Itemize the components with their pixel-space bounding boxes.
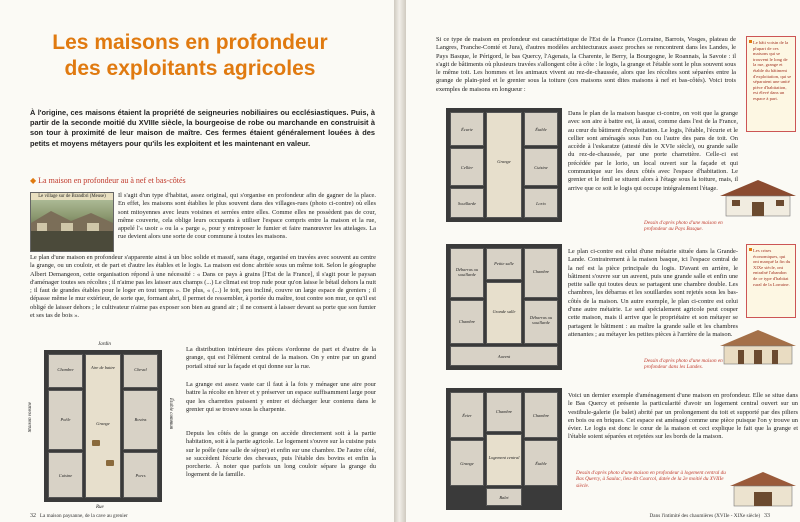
plan-room: Débarras ou souillarde [524,300,558,344]
running-title: Dans l'intimité des chaumières (XVIIe - XIXe siècle) [649,513,761,519]
paragraph-5: Depuis les côtés de la grange on accède directement soit à la partie habitation, soit à la partie agricole. Le logement s'ouvre sur la cuisine puis sur le poêle (une salle de séjour) et enfin sur une chambre. De l'autre côté, se succèdent l'écurie des chevaux, puis l'étable des bovins et enfin la porcherie. À noter que parfois un long couloir sépare la grange du logement de la famille. [186,430,376,479]
side-note-text: Le bâti voisin de la plupart de ces maisons qui se trouvent le long de la rue, grange et étable du bâtiment d'exploitation, qui se séparaient une unité pièce d'habitation, est élevé dans un espace à part. [753,40,792,101]
caption-1: Dessin d'après photo d'une maison en profondeur au Pays Basque. [644,220,723,233]
plan-room: Chambre [48,354,83,388]
house-plan-lorraine [30,342,180,517]
plan-room: Grange [450,440,484,486]
plan-room: Bovins [123,390,158,450]
plan-room: Balet [486,488,522,506]
basque-house-drawing [718,176,798,218]
plan-room: Aire de battre Grange [85,354,121,498]
page-number: 33 [764,513,770,519]
page-number: 32 [30,513,36,519]
plan-room: Cuisine [48,452,83,498]
page-title [40,30,340,82]
note-bullet-icon [749,40,752,43]
plan-room: Petite salle [486,248,522,280]
cart-icon [106,460,114,466]
title-line-1: Les maisons en profondeur [52,31,328,54]
plan-room: Cheval [123,354,158,388]
plan-outline [44,350,162,502]
side-note-text: Les crises économiques, qui ont marqué la fin du XIXe siècle, ont entraîné l'abandon de ce type d'habitat rural de la Lorraine. [753,248,791,287]
plan-label-bottom: Rue [96,505,104,510]
plan-room: Grange [486,112,522,218]
plan-room: Logement central [486,434,522,486]
plan-room: Chambre [524,392,558,438]
caption-2: Dessin d'après photo d'une maison en profondeur dans les Landes. [644,358,723,371]
paragraph-4: La grange est assez vaste car il faut à la fois y ménager une aire pour battre la récolte en hiver et y préserver un espace suffisamment large pour que les charrettes puissent y entrer et décharger leur contenu dans le grenier qui se trouve sous la charpente. [186,381,376,413]
plan-room: Chambre [524,248,558,298]
right-footer [650,513,770,519]
quercy-house-drawing [728,468,798,508]
plan-label-top: Jardin [98,342,111,347]
caption-3: Dessin d'après photo d'une maison en profondeur à logement central du Bas Quercy, à Saulac, lieu-dit Courcol, datée de la 2e moitié du XVIIIe siècle. [576,470,726,489]
plan-room: Auvent [450,346,558,366]
paragraph-1: Si ce type de maison en profondeur est caractéristique de l'Est de la France (Lorraine, Barrois, Vosges, plateau de Langres, Franche-Comté et Jura), d'autres modèles architecturaux assez proches se rencontrent dans les Landes, le Pays Basque, le Périgord, le bas Quercy, l'Agenais, la Charente, le Berry, la Bourgogne, le Roannais, la Savoie : il s'agit de bâtiments où plusieurs travées s'allongent côte à côte : le logis, la grange et l'étable sont le plus souvent sous le même toit. Les hommes et les animaux vivent au rez-de-chaussée, alors que les récoltes sont séparées entre la grange de plain-pied et le grenier sous la toiture (ces maisons sont dites maisons à nef et bas-côtés). Voici trois exemples de maisons en longueur : [436,36,736,93]
plan-room: Chambre [486,392,522,432]
plan-room: Étable [524,440,558,486]
plan-label-right: Étable commun [168,398,173,430]
left-footer [30,513,128,519]
paragraph-3: La distribution intérieure des pièces s'ordonne de part et d'autre de la grange, qui est l'élément central de la maison. On y entre par un grand portail situé sur la façade et qui donne sur la rue. [186,346,376,370]
plan-label-left: Maison voisine [28,402,33,433]
plan-room: Évier [450,392,484,438]
note-bullet-icon [749,248,752,251]
book-gutter [394,0,406,522]
paragraph-4: Voici un dernier exemple d'aménagement d'une maison en profondeur. Elle se situe dans le Bas Quercy et présente la particularité d'avoir un logement central ouvert sur un vestibule-galerie (le balet) abrité par un prolongement du toit et supporté par des piliers en bois ou en briques. Cet espace est aménagé comme une pièce puisque l'on y trouve un évier. Le logis est donc le cœur de la maison et ceci explique le fait que la grange et l'étable soient séparées et rejetées sur les bords de la maison. [568,392,798,441]
running-title: La maison paysanne, de la cave au grenier [39,513,128,519]
paragraph-2: Dans le plan de la maison basque ci-contre, on voit que la grange avec son aire à battre est, là aussi, comme dans l'est de la France, au cœur du bâtiment d'exploitation. Le logis, l'étable, l'écurie et le cellier sont aménagés sous l'un ou l'autre des pans de toit. On accède à l'eskaratze (attesté dès le XVIe siècle), ou grande salle du rez-de-chaussée, par une porte charretière. Celle-ci est précédée par le lorio, un local ouvert sur la façade et qui communique sur les deux côtés avec l'espace d'habitation. Le grenier et le fenil se situent alors à l'étage sous la toiture, mais, il arrive que ce soit le logis qui occupe intégralement l'étage. [568,110,738,192]
village-photo [30,192,114,252]
plan-room: Cuisine [524,148,558,186]
side-note-1 [746,36,796,132]
village-illustration [31,193,113,251]
title-line-2: des exploitants agricoles [64,57,316,80]
right-page [406,0,800,522]
plan-room: Poêle [48,390,83,450]
cart-icon [92,440,100,446]
bullet-icon: ◆ [30,176,39,185]
plan-room: Souillarde [450,188,484,218]
plan-room: Chambre [450,300,484,344]
intro-paragraph: À l'origine, ces maisons étaient la propriété de seigneuries nobiliaires ou ecclésiastiques. Puis, à partir de la seconde moitié du XVIIIe siècle, la bourgeoise de robe ou marchande en construisit à son tour à proximité de leur maison de maître. Ces fermes étaient généralement louées à des petits et moyens métayers pour qu'ils les exploitent et les maintenant en valeur. [30,108,375,148]
plan-room: Débarras ou souillarde [450,248,484,298]
plan-room: Lorio [524,188,558,218]
house-plan-basque [446,108,562,222]
plan-room: Grande salle [486,282,522,344]
paragraph-3: Le plan ci-contre est celui d'une métairie située dans la Grande-Lande. Contrairement à la maison basque, ici l'espace central de la nef est la pièce principale du logis. D'avant en arrière, le bâtiment s'ouvre sur un auvent, puis une grande salle et enfin une petite salle qui toutes deux se partagent une chambre double. Les chambres, les débarras et les souillardes sont rejetés sous les bas-côtés de la maison. Un autre exemple, le plan ci-contre est celui d'une autre métairie. Le seul spécialement agricole peut couper cette maison, mais il arrive que le propriétaire et son métayer se partagent le bâtiment : au maître la grande salle et les chambres attenantes ; au métayer les petites pièces à l'arrière de la maison. [568,248,738,338]
left-page [0,0,394,522]
photo-caption: Le village sur de Brandbri (Meuse) [31,193,113,200]
side-note-2 [746,244,796,318]
plan-room: Porcs [123,452,158,498]
section-heading [30,176,375,185]
plan-room: Cellier [450,148,484,186]
house-plan-quercy [446,388,562,510]
paragraph-1: Il s'agit d'un type d'habitat, assez original, qui s'organise en profondeur afin de gagner de la place. En effet, les maisons sont établies le plus souvent dans des villages-rues (photo ci-contre) où elles sont mitoyennes avec leurs voisines et serrées entre elles. Comme elles ne possèdent pas de cour, même couverte, cela oblige leurs occupants à utiliser l'espace compris entre la maison et la rue, appelé l'« usoir » ou la « parge », pour y entreposer le fumier et faire manœuvrer les attelages. La rue devient alors une sorte de cour commune à toutes les maisons. [118,192,376,241]
paragraph-2: Le plan d'une maison en profondeur s'apparente ainsi à un bloc solide et massif, sans étage, organisé en travées avec souvent au centre la grange, ou un couloir, et de part et d'autre les étables et le logis. La maison est donc abritée sous un même toit. Selon le géographe Albert Demangeon, cette organisation répond à une nécessité : « Dans ce pays à grains [l'Est de la France], il s'agit pour le paysan d'aménager toutes ses récoltes ; il n'aime pas les laisser aux champs (...) Le climat est trop rude pour qu'on laisse le bétail dehors la nuit ; il faut de grandes étables pour le loger en tout temps ». De plus, « (...) le toit, peu incliné, couvre un large espace de greniers ; il dépasse même le mur extérieur, de sorte que, formant abri, il permet de ressembler, à portée du maître, tout contre son mur, ce qu'il est obligé de laisser dehors ; le cultivateur n'aime pas exposer son bien au grand air ; il ne consent à laisser devant sa porte que son fumier et ses tas de bois ». [30,254,376,320]
section-heading-text: La maison en profondeur au à nef et bas-côtés [38,176,186,185]
plan-room: Écurie [450,112,484,146]
plan-room: Étable [524,112,558,146]
house-plan-landes [446,244,562,370]
